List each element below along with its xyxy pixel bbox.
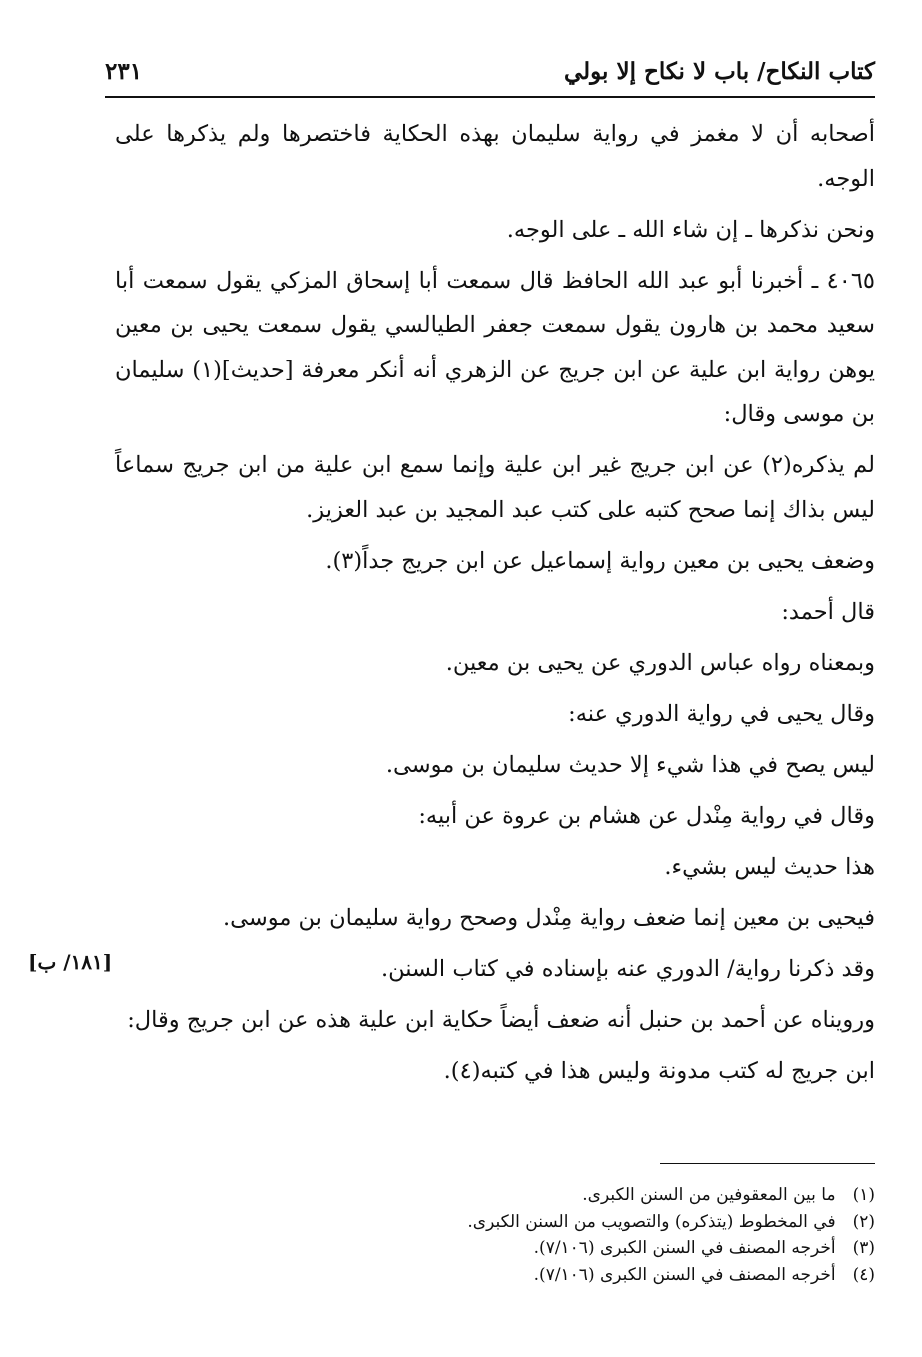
footnote <box>300 1182 875 1209</box>
footnote-number: (٣) <box>852 1238 875 1258</box>
paragraph: ورويناه عن أحمد بن حنبل أنه ضعف أيضاً حكاية ابن علية هذه عن ابن جريج وقال: <box>127 1006 875 1033</box>
header-rule <box>105 96 875 98</box>
footnote-rule <box>660 1163 875 1164</box>
footnote-number: (١) <box>852 1185 875 1205</box>
footnote <box>300 1235 875 1262</box>
paragraph: ونحن نذكرها ـ إن شاء الله ـ على الوجه. <box>506 216 875 243</box>
paragraph-hadith-4065: ٤٠٦٥ ـ أخبرنا أبو عبد الله الحافظ قال سمعت أبا إسحاق المزكي يقول سمعت أبا سعيد محمد بن هارون يقول سمعت جعفر الطيالسي يقول سمعت يحيى بن معين يوهن رواية ابن علية عن ابن جريج عن الزهري أنه أنكر معرفة [حديث](١) سليمان بن موسى وقال: <box>115 267 875 427</box>
paragraph: وضعف يحيى بن معين رواية إسماعيل عن ابن جريج جداً(٣). <box>325 547 875 574</box>
main-text <box>115 112 875 1100</box>
footnote-number: (٢) <box>852 1211 875 1232</box>
paragraph: لم يذكره(٢) عن ابن جريج غير ابن علية وإنما سمع ابن علية من ابن جريج سماعاً ليس بذاك إنما صحح كتبه على كتب عبد المجيد بن عبد العزيز. <box>115 452 875 523</box>
paragraph: قال أحمد: <box>781 598 875 625</box>
footnote-text: أخرجه المصنف في السنن الكبرى (٧/١٠٦). <box>533 1264 836 1285</box>
manuscript-folio-note: [١٨١/ ب] <box>28 950 113 974</box>
page-header <box>105 58 875 98</box>
paragraph: وقد ذكرنا رواية/ الدوري عنه بإسناده في كتاب السنن. <box>380 955 875 982</box>
footnote-number: (٤) <box>852 1264 875 1285</box>
paragraph: فيحيى بن معين إنما ضعف رواية مِنْدل وصحح رواية سليمان بن موسى. <box>222 904 875 931</box>
paragraph: ليس يصح في هذا شيء إلا حديث سليمان بن موسى. <box>385 751 875 778</box>
paragraph: ابن جريج له كتب مدونة وليس هذا في كتبه(٤). <box>443 1057 875 1084</box>
footnotes <box>300 1182 875 1288</box>
paragraph: هذا حديث ليس بشيء. <box>664 853 875 880</box>
paragraph: وقال يحيى في رواية الدوري عنه: <box>568 700 875 727</box>
page-number: ٢٣١ <box>105 58 143 85</box>
footnote-text: ما بين المعقوفين من السنن الكبرى. <box>582 1185 836 1205</box>
paragraph: وبمعناه رواه عباس الدوري عن يحيى بن معين. <box>445 649 875 676</box>
paragraph: وقال في رواية مِنْدل عن هشام بن عروة عن أبيه: <box>418 802 875 829</box>
paragraph: أصحابه أن لا مغمز في رواية سليمان بهذه الحكاية فاختصرها ولم يذكرها على الوجه. <box>115 121 875 192</box>
footnote-text: في المخطوط (يتذكره) والتصويب من السنن الكبرى. <box>467 1211 836 1232</box>
footnote <box>300 1262 875 1289</box>
footnote-text: أخرجه المصنف في السنن الكبرى (٧/١٠٦). <box>533 1238 836 1258</box>
footnote <box>300 1209 875 1236</box>
running-title: كتاب النكاح/ باب لا نكاح إلا بولي <box>564 58 875 85</box>
